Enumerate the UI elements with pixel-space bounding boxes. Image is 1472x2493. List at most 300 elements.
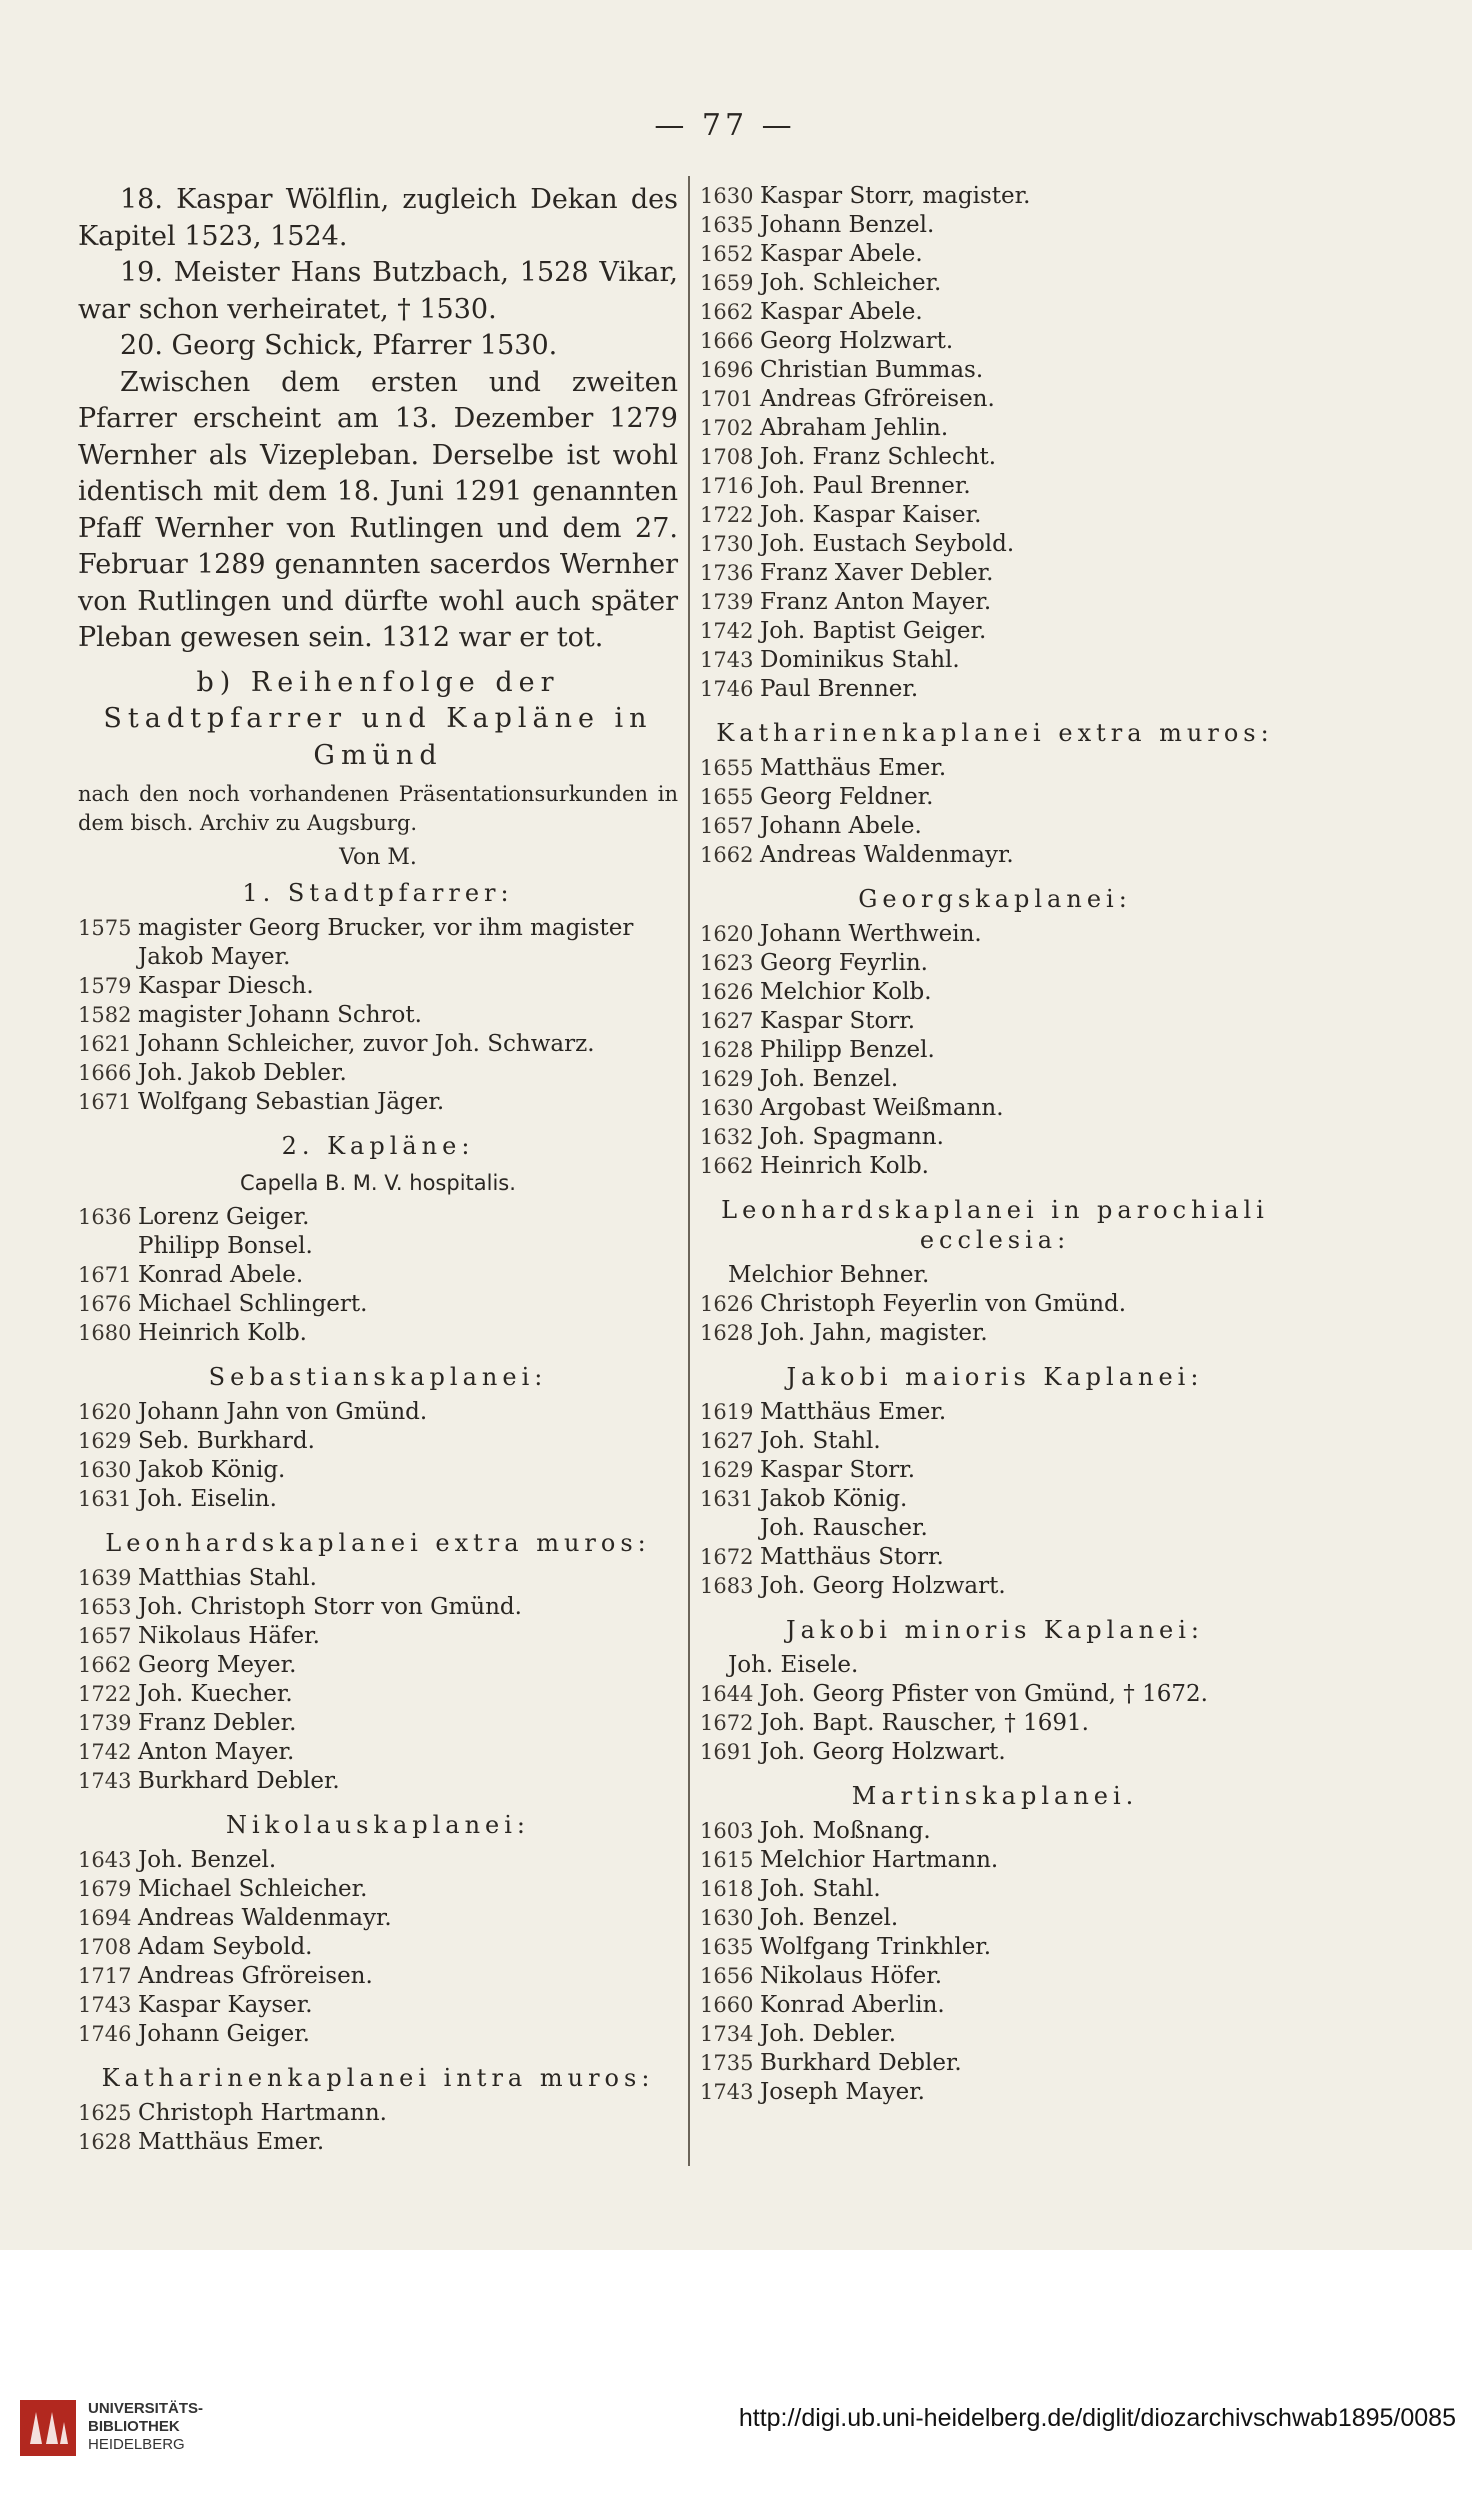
entry-name: Christian Bummas. [760,357,984,383]
entry-year: 1620 [700,922,754,946]
list-entry [700,812,1290,841]
list-entry [78,914,678,943]
entry-year: 1683 [700,1574,754,1598]
list-entry [78,1933,678,1962]
entry-year: 1734 [700,2022,754,2046]
list-leonhard-parochiali [700,1290,1290,1348]
list-entry [700,472,1290,501]
library-logo-text [88,2400,203,2454]
entry-name: Konrad Abele. [138,1262,304,1288]
entry-name: Joh. Georg Pfister von Gmünd, † 1672. [760,1681,1208,1707]
entry-year: 1662 [700,300,754,324]
list-entry [78,1564,678,1593]
list-entry [700,2049,1290,2078]
entry-year: 1708 [700,445,754,469]
list-katharinen-intra-cont [700,182,1290,704]
list-entry [78,1232,678,1261]
entry-year: 1659 [700,271,754,295]
entry-name: Joh. Jahn, magister. [760,1320,988,1346]
entry-name: Joh. Eiselin. [138,1486,277,1512]
section-b-title: Reihenfolge der Stadtpfarrer und Kapläne in Gmünd [103,666,653,771]
entry-name: Abraham Jehlin. [760,415,949,441]
entry-year: 1628 [700,1038,754,1062]
entry-year: 1672 [700,1545,754,1569]
entry-year: 1662 [78,1653,132,1677]
entry-name: Matthäus Emer. [760,755,947,781]
entry-year: 1630 [700,184,754,208]
section-title-katharinen-intra: Katharinenkaplanei intra muros: [101,2064,655,2092]
entry-name: Joh. Franz Schlecht. [760,444,997,470]
list-entry [700,1123,1290,1152]
entry-name: Joh. Schleicher. [760,270,942,296]
list-entry [700,920,1290,949]
section-title-kaplaene: 2. Kapläne: [281,1132,475,1160]
list-entry [700,443,1290,472]
list-entry [700,1709,1290,1738]
entry-year: 1746 [78,2022,132,2046]
entry-name: Joh. Jakob Debler. [138,1060,347,1086]
entry-year: 1735 [700,2051,754,2075]
list-entry [700,646,1290,675]
list-entry [700,1962,1290,1991]
entry-name: Kaspar Storr, magister. [760,183,1031,209]
section-title-jakobi-maioris: Jakobi maioris Kaplanei: [786,1363,1204,1391]
byline: Von M. [339,845,417,870]
entry-name: Dominikus Stahl. [760,647,960,673]
entry-year: 1635 [700,1935,754,1959]
entry-year: 1630 [700,1096,754,1120]
entry-year: 1631 [700,1487,754,1511]
entry-name: Matthias Stahl. [138,1565,317,1591]
entry-year: 1644 [700,1682,754,1706]
entry-name: Johann Benzel. [760,212,935,238]
entry-year: 1717 [78,1964,132,1988]
list-entry [700,298,1290,327]
section-title-georg: Georgskaplanei: [858,885,1132,913]
list-entry [78,1485,678,1514]
entry-year: 1701 [700,387,754,411]
list-entry [78,1680,678,1709]
entry-name: Wolfgang Sebastian Jäger. [138,1089,445,1115]
entry-name: Joh. Baptist Geiger. [760,618,987,644]
list-entry [78,1203,678,1232]
list-entry [78,1290,678,1319]
entry-year: 1739 [700,590,754,614]
entry-year: 1743 [700,2080,754,2104]
list-entry [700,1065,1290,1094]
entry-name: Joh. Spagmann. [760,1124,944,1150]
entry-name: Matthäus Storr. [760,1544,944,1570]
list-entry [700,1514,1290,1543]
entry-name: Joh. Kuecher. [138,1681,293,1707]
entry-year: 1652 [700,242,754,266]
entry-name: Heinrich Kolb. [138,1320,307,1346]
entry-year: 1630 [78,1458,132,1482]
entry-year: 1655 [700,785,754,809]
list-entry [700,1991,1290,2020]
list-entry [700,617,1290,646]
entry-year: 1736 [700,561,754,585]
list-entry [78,1622,678,1651]
entry-name: Joseph Mayer. [760,2079,925,2105]
entry-year: 1672 [700,1711,754,1735]
list-entry [78,1709,678,1738]
entry-name: Franz Xaver Debler. [760,560,994,586]
entry-year: 1676 [78,1292,132,1316]
entry-year: 1680 [78,1321,132,1345]
entry-year: 1694 [78,1906,132,1930]
entry-name: Johann Jahn von Gmünd. [138,1399,428,1425]
list-entry [78,1088,678,1117]
entry-year: 1618 [700,1877,754,1901]
entry-name: Joh. Kaspar Kaiser. [760,502,982,528]
entry-year: 1628 [78,2130,132,2154]
entry-name: magister Johann Schrot. [138,1002,422,1028]
list-entry [700,1933,1290,1962]
section-title-nikolaus: Nikolauskaplanei: [225,1811,531,1839]
entry-year: 1746 [700,677,754,701]
list-entry [78,943,678,972]
list-entry [700,1319,1290,1348]
entry-year: 1660 [700,1993,754,2017]
section-b-heading [78,665,678,775]
entry-year: 1722 [700,503,754,527]
entry-year: 1653 [78,1595,132,1619]
entry-year: 1671 [78,1090,132,1114]
list-entry [700,1427,1290,1456]
entry-year: 1603 [700,1819,754,1843]
entry-year: 1702 [700,416,754,440]
list-entry [700,269,1290,298]
list-entry [700,327,1290,356]
entry-year: 1629 [78,1429,132,1453]
entry-name: Philipp Benzel. [760,1037,935,1063]
entry-name: Joh. Benzel. [760,1066,899,1092]
entry-name: Joh. Benzel. [760,1905,899,1931]
list-georg [700,920,1290,1181]
entry-name: Melchior Kolb. [760,979,932,1005]
list-entry [78,1427,678,1456]
entry-year: 1582 [78,1003,132,1027]
list-entry [700,1094,1290,1123]
entry-name: Andreas Gfröreisen. [760,386,995,412]
column-divider [688,176,690,2166]
entry-name: Georg Feyrlin. [760,950,928,976]
list-katharinen-intra [78,2099,678,2157]
list-entry [700,588,1290,617]
page-number: — 77 — [654,108,796,143]
entry-year: 1655 [700,756,754,780]
list-entry [700,1680,1290,1709]
entry-year: 1635 [700,213,754,237]
entry-name: Argobast Weißmann. [760,1095,1004,1121]
list-entry [78,1030,678,1059]
entry-year: 1739 [78,1711,132,1735]
list-entry [78,1398,678,1427]
entry-year: 1679 [78,1877,132,1901]
entry-year: 1615 [700,1848,754,1872]
list-entry [78,972,678,1001]
entry-name: Kaspar Abele. [760,241,923,267]
entry-name: Seb. Burkhard. [138,1428,315,1454]
entry-year: 1627 [700,1009,754,1033]
entry-year: 1636 [78,1205,132,1229]
list-stadtpfarrer [78,914,678,1117]
list-entry [700,1543,1290,1572]
list-entry [700,1846,1290,1875]
entry-year: 1631 [78,1487,132,1511]
section-b-label: b) [196,666,237,698]
intro-entry: 19. Meister Hans Butzbach, 1528 Vikar, war schon verheiratet, † 1530. [78,257,678,325]
permalink-url[interactable]: http://digi.ub.uni-heidelberg.de/diglit/diozarchivschwab1895/0085 [738,2404,1456,2432]
entry-year: 1625 [78,2101,132,2125]
entry-name: Joh. Stahl. [760,1428,881,1454]
list-entry [78,1738,678,1767]
list-entry [700,356,1290,385]
list-entry [78,1846,678,1875]
entry-name: Wolfgang Trinkhler. [760,1934,992,1960]
list-entry [700,240,1290,269]
section-b-note: nach den noch vorhandenen Präsentationsurkunden in dem bisch. Archiv zu Augsburg. [78,782,678,835]
entry-year: 1630 [700,1906,754,1930]
list-entry [700,1036,1290,1065]
entry-name: Joh. Debler. [760,2021,897,2047]
entry-year: 1743 [700,648,754,672]
logo-line: HEIDELBERG [88,2436,185,2453]
entry-name: Jakob Mayer. [138,944,291,970]
entry-name: Johann Abele. [760,813,922,839]
entry-name: Joh. Moßnang. [760,1818,931,1844]
list-entry [78,2020,678,2049]
entry-name: Jakob König. [138,1457,286,1483]
entry-year: 1662 [700,1154,754,1178]
list-entry [700,754,1290,783]
entry-name: Matthäus Emer. [138,2129,325,2155]
entry-year: 1629 [700,1067,754,1091]
list-entry [78,1261,678,1290]
list-entry [700,182,1290,211]
entry-name: Kaspar Storr. [760,1008,916,1034]
list-entry [700,841,1290,870]
list-nikolaus [78,1846,678,2049]
entry-name: Joh. Georg Holzwart. [760,1573,1006,1599]
entry-name: Konrad Aberlin. [760,1992,945,2018]
entry-name: Kaspar Abele. [760,299,923,325]
kaplaene-subtitle: Capella B. M. V. hospitalis. [240,1171,516,1195]
list-entry [78,1059,678,1088]
entry-name: Anton Mayer. [138,1739,295,1765]
list-entry [700,530,1290,559]
list-entry [700,414,1290,443]
entry-year: 1657 [700,814,754,838]
list-entry [700,1572,1290,1601]
list-entry [700,1738,1290,1767]
entry-year: 1743 [78,1993,132,2017]
list-entry [700,675,1290,704]
list-entry [700,1817,1290,1846]
list-entry [700,1007,1290,1036]
body-paragraph: Zwischen dem ersten und zweiten Pfarrer erscheint am 13. Dezember 1279 Wernher als Vizepleban. Derselbe ist wohl identisch mit dem 18. Juni 1291 genannten Pfaff Wernher von Rutlingen und dem 27. Februar 1289 genannten sacerdos Wernher von Rutlingen und dürfte wohl auch später Pleban gewesen sein. 1312 war er tot. [78,366,678,653]
list-entry [700,1485,1290,1514]
entry-name: Johann Schleicher, zuvor Joh. Schwarz. [138,1031,595,1057]
list-entry [700,783,1290,812]
list-entry [78,1962,678,1991]
entry-year: 1620 [78,1400,132,1424]
entry-year: 1662 [700,843,754,867]
entry-year: 1666 [78,1061,132,1085]
entry-year: 1656 [700,1964,754,1988]
entry-name: Franz Debler. [138,1710,297,1736]
entry-year: 1626 [700,1292,754,1316]
left-column [78,182,678,2157]
list-entry [78,1001,678,1030]
list-entry [700,2078,1290,2107]
list-entry [700,1152,1290,1181]
list-entry [700,559,1290,588]
list-entry [78,1904,678,1933]
entry-name: Kaspar Storr. [760,1457,916,1483]
entry-name: Philipp Bonsel. [138,1233,313,1259]
entry-name: Lorenz Geiger. [138,1204,310,1230]
intro-entry: 18. Kaspar Wölflin, zugleich Dekan des Kapitel 1523, 1524. [78,184,678,252]
viewer-footer [0,2250,1472,2493]
list-entry [78,1767,678,1796]
entry-year: 1629 [700,1458,754,1482]
entry-name: Georg Feldner. [760,784,934,810]
list-entry [700,2020,1290,2049]
entry-year: 1621 [78,1032,132,1056]
list-entry [78,1456,678,1485]
entry-name: Kaspar Kayser. [138,1992,313,2018]
entry-name: Kaspar Diesch. [138,973,314,999]
entry-name: Joh. Bapt. Rauscher, † 1691. [760,1710,1089,1736]
list-entry [78,2128,678,2157]
entry-year: 1632 [700,1125,754,1149]
entry-year: 1575 [78,916,132,940]
list-entry [78,1875,678,1904]
jakobi-minoris-first: Joh. Eisele. [728,1652,859,1678]
entry-name: Andreas Gfröreisen. [138,1963,373,1989]
section-title-leonhard-parochiali: Leonhardskaplanei in parochiali ecclesia: [721,1196,1269,1254]
logo-line: UNIVERSITÄTS- [88,2400,204,2417]
entry-year: 1722 [78,1682,132,1706]
entry-name: Burkhard Debler. [138,1768,340,1794]
entry-name: Franz Anton Mayer. [760,589,992,615]
list-jakobi-minoris [700,1680,1290,1767]
entry-name: Christoph Hartmann. [138,2100,387,2126]
entry-year: 1730 [700,532,754,556]
logo-line: BIBLIOTHEK [88,2418,180,2435]
section-title-katharinen-extra: Katharinenkaplanei extra muros: [716,719,1274,747]
entry-name: Joh. Georg Holzwart. [760,1739,1006,1765]
entry-name: Georg Meyer. [138,1652,297,1678]
entry-year: 1708 [78,1935,132,1959]
entry-name: Georg Holzwart. [760,328,954,354]
list-entry [700,1456,1290,1485]
section-title-leonhard-extra: Leonhardskaplanei extra muros: [105,1529,651,1557]
entry-year: 1716 [700,474,754,498]
entry-name: Joh. Stahl. [760,1876,881,1902]
list-entry [78,2099,678,2128]
list-entry [700,211,1290,240]
intro-entry: 20. Georg Schick, Pfarrer 1530. [120,330,558,361]
entry-name: Melchior Hartmann. [760,1847,999,1873]
entry-year: 1639 [78,1566,132,1590]
section-title-jakobi-minoris: Jakobi minoris Kaplanei: [785,1616,1205,1644]
entry-year: 1619 [700,1400,754,1424]
entry-year: 1628 [700,1321,754,1345]
list-entry [78,1319,678,1348]
entry-year: 1742 [700,619,754,643]
entry-year: 1627 [700,1429,754,1453]
entry-name: Joh. Paul Brenner. [760,473,971,499]
entry-year: 1643 [78,1848,132,1872]
list-kaplaene [78,1203,678,1348]
entry-name: Nikolaus Höfer. [760,1963,943,1989]
list-entry [78,1651,678,1680]
entry-name: magister Georg Brucker, vor ihm magister [138,915,634,941]
entry-name: Michael Schleicher. [138,1876,368,1902]
entry-year: 1742 [78,1740,132,1764]
entry-name: Joh. Benzel. [138,1847,277,1873]
entry-name: Andreas Waldenmayr. [138,1905,392,1931]
section-title-martin: Martinskaplanei. [851,1782,1139,1810]
right-column [700,182,1290,2107]
entry-name: Joh. Eustach Seybold. [760,531,1015,557]
list-entry [700,1904,1290,1933]
list-leonhard-extra [78,1564,678,1796]
entry-name: Michael Schlingert. [138,1291,368,1317]
entry-name: Joh. Rauscher. [760,1515,928,1541]
entry-year: 1691 [700,1740,754,1764]
entry-name: Jakob König. [760,1486,908,1512]
university-seal-icon [18,2398,78,2458]
entry-name: Christoph Feyerlin von Gmünd. [760,1291,1127,1317]
entry-name: Paul Brenner. [760,676,919,702]
entry-year: 1626 [700,980,754,1004]
entry-year: 1657 [78,1624,132,1648]
list-entry [78,1991,678,2020]
entry-name: Matthäus Emer. [760,1399,947,1425]
list-entry [700,501,1290,530]
entry-name: Johann Werthwein. [760,921,982,947]
list-entry [700,1290,1290,1319]
entry-name: Adam Seybold. [138,1934,313,1960]
leonhard-parochiali-first: Melchior Behner. [728,1262,930,1288]
section-title-sebastian: Sebastianskaplanei: [208,1363,548,1391]
list-entry [78,1593,678,1622]
list-katharinen-extra [700,754,1290,870]
list-martin [700,1817,1290,2107]
entry-year: 1696 [700,358,754,382]
entry-year: 1623 [700,951,754,975]
list-entry [700,1875,1290,1904]
entry-name: Joh. Christoph Storr von Gmünd. [138,1594,522,1620]
entry-year: 1743 [78,1769,132,1793]
section-title-stadtpfarrer: 1. Stadtpfarrer: [242,879,514,907]
list-entry [700,1398,1290,1427]
entry-name: Heinrich Kolb. [760,1153,929,1179]
entry-year: 1579 [78,974,132,998]
list-sebastian [78,1398,678,1514]
list-entry [700,949,1290,978]
list-entry [700,385,1290,414]
entry-name: Johann Geiger. [138,2021,310,2047]
entry-name: Nikolaus Häfer. [138,1623,320,1649]
entry-year: 1671 [78,1263,132,1287]
list-entry [700,978,1290,1007]
entry-name: Burkhard Debler. [760,2050,962,2076]
